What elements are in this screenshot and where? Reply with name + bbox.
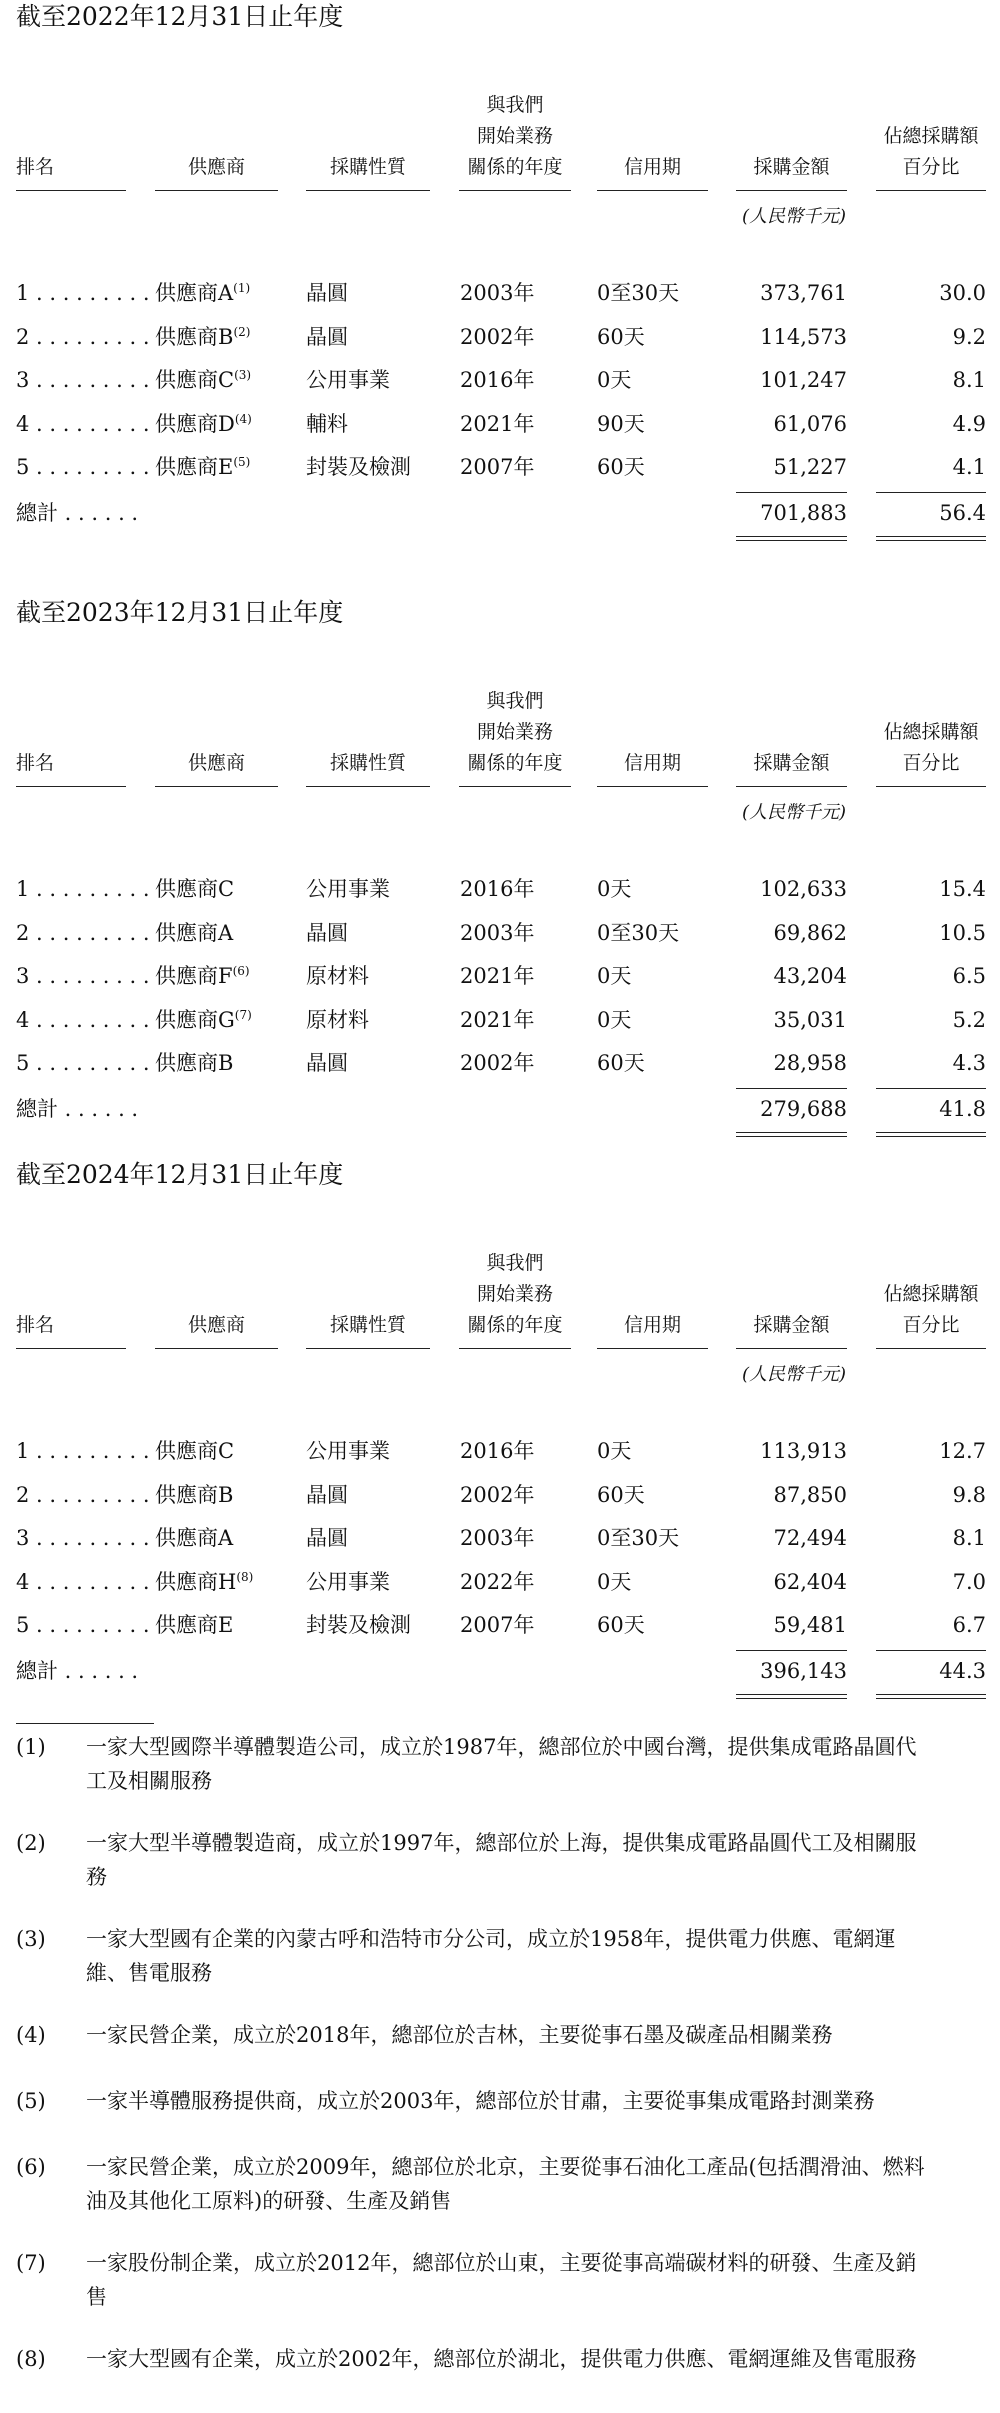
unit-label: (人民幣千元) bbox=[742, 802, 847, 823]
footnote-mark: (4) bbox=[16, 2023, 46, 2047]
table-row bbox=[0, 872, 1000, 906]
footnote-line: 一家大型國有企業的內蒙古呼和浩特市分公司，成立於1958年，提供電力供應、電網運 bbox=[86, 1927, 896, 1951]
rank-cell: 2 . . . . . . . . . bbox=[16, 920, 150, 945]
total-label: 總計 . . . . . . bbox=[16, 1659, 139, 1683]
table-row bbox=[0, 1046, 1000, 1080]
total-row bbox=[0, 496, 1000, 530]
footnote-ref: (5) bbox=[233, 455, 251, 469]
header-l3: 關係的年度 bbox=[467, 752, 563, 774]
subtotal-rule bbox=[876, 1650, 986, 1651]
pct-cell: 6.7 bbox=[952, 1613, 986, 1637]
footnote-rule bbox=[16, 1723, 154, 1724]
table-row bbox=[0, 1003, 1000, 1037]
table-row bbox=[0, 276, 1000, 310]
header-l3: 關係的年度 bbox=[467, 156, 563, 178]
footnote-ref: (1) bbox=[233, 281, 251, 295]
supplier-name: 供應商H bbox=[155, 1569, 237, 1594]
pct-cell: 4.3 bbox=[952, 1051, 986, 1075]
total-amount: 701,883 bbox=[760, 501, 847, 525]
credit-cell: 90天 bbox=[597, 411, 645, 436]
footnote-mark: (3) bbox=[16, 1927, 46, 1951]
unit-label: (人民幣千元) bbox=[742, 206, 847, 227]
footnote-mark: (8) bbox=[16, 2347, 46, 2371]
supplier-cell bbox=[155, 959, 250, 993]
supplier-name: 供應商A bbox=[155, 920, 234, 945]
rank-cell: 5 . . . . . . . . . bbox=[16, 1051, 150, 1075]
table-row bbox=[0, 1521, 1000, 1555]
footnote-mark: (6) bbox=[16, 2155, 46, 2179]
footnote-text bbox=[86, 2246, 986, 2314]
pct-cell: 4.1 bbox=[952, 455, 986, 479]
year-cell: 2021年 bbox=[460, 411, 535, 436]
header-underline bbox=[459, 190, 571, 191]
supplier-cell bbox=[155, 1521, 233, 1555]
footnote bbox=[0, 1922, 1000, 1992]
supplier-cell bbox=[155, 1003, 252, 1037]
header-pct-line1: 佔總採購額 bbox=[883, 721, 979, 743]
supplier-name: 供應商E bbox=[155, 455, 234, 479]
supplier-name: 供應商G bbox=[155, 1007, 235, 1032]
table-row bbox=[0, 1608, 1000, 1642]
header-pct2: 百分比 bbox=[902, 752, 960, 774]
footnote-line: 一家大型國有企業，成立於2002年，總部位於湖北，提供電力供應、電網運維及售電服務 bbox=[86, 2347, 917, 2371]
footnote-line: 一家半導體服務提供商，成立於2003年，總部位於甘肅，主要從事集成電路封測業務 bbox=[86, 2089, 875, 2113]
header-underline bbox=[876, 190, 986, 191]
header-nature: 採購性質 bbox=[329, 752, 406, 774]
year-cell: 2007年 bbox=[460, 1613, 535, 1637]
header-underline bbox=[16, 1348, 126, 1349]
subtotal-rule bbox=[736, 1088, 847, 1089]
supplier-name: 供應商B bbox=[155, 1482, 234, 1507]
pct-cell: 8.1 bbox=[952, 1526, 986, 1550]
header-credit: 信用期 bbox=[623, 752, 681, 774]
header-underline bbox=[736, 190, 847, 191]
amount-cell: 72,494 bbox=[773, 1526, 847, 1550]
header-underline bbox=[155, 190, 278, 191]
header-underline bbox=[155, 786, 278, 787]
supplier-name: 供應商B bbox=[155, 1051, 234, 1075]
footnote-ref: (4) bbox=[234, 411, 252, 426]
header-year-line1: 與我們 bbox=[486, 94, 544, 116]
header-year-line1: 與我們 bbox=[486, 690, 544, 712]
credit-cell: 0天 bbox=[597, 877, 632, 901]
nature-cell: 封裝及檢測 bbox=[306, 455, 411, 479]
credit-cell: 60天 bbox=[597, 1613, 645, 1637]
header-nature: 採購性質 bbox=[329, 1314, 406, 1336]
supplier-cell bbox=[155, 363, 251, 397]
footnote bbox=[0, 1730, 1000, 1800]
nature-cell: 晶圓 bbox=[306, 1482, 348, 1507]
footnote-mark: (1) bbox=[16, 1735, 46, 1759]
pct-cell: 8.1 bbox=[952, 368, 986, 392]
total-double-rule bbox=[876, 1694, 986, 1699]
total-amount: 396,143 bbox=[760, 1659, 847, 1683]
rank-cell: 3 . . . . . . . . . bbox=[16, 368, 150, 392]
section-title: 截至2022年12月31日止年度 bbox=[16, 2, 344, 31]
nature-cell: 原材料 bbox=[306, 1007, 369, 1032]
amount-cell: 28,958 bbox=[773, 1051, 847, 1075]
header-credit: 信用期 bbox=[623, 1314, 681, 1336]
supplier-cell bbox=[155, 276, 250, 310]
header-amount: 採購金額 bbox=[753, 1314, 830, 1336]
supplier-name: 供應商C bbox=[155, 368, 235, 392]
nature-cell: 公用事業 bbox=[306, 1569, 390, 1594]
header-pct2: 百分比 bbox=[902, 1314, 960, 1336]
credit-cell: 0天 bbox=[597, 964, 632, 988]
total-pct: 56.4 bbox=[939, 501, 986, 525]
year-cell: 2003年 bbox=[460, 920, 535, 945]
header-underline bbox=[736, 786, 847, 787]
credit-cell: 0至30天 bbox=[597, 1526, 680, 1550]
amount-cell: 62,404 bbox=[773, 1569, 847, 1594]
amount-cell: 61,076 bbox=[773, 411, 847, 436]
credit-cell: 60天 bbox=[597, 324, 645, 349]
pct-cell: 4.9 bbox=[952, 411, 986, 436]
header-rank: 排名 bbox=[16, 752, 55, 774]
table-section bbox=[0, 596, 1000, 1156]
header-underline bbox=[597, 1348, 708, 1349]
header-underline bbox=[876, 1348, 986, 1349]
header-underline bbox=[597, 190, 708, 191]
supplier-name: 供應商D bbox=[155, 411, 235, 436]
footnote-ref: (6) bbox=[232, 964, 250, 978]
footnote-line: 一家大型國際半導體製造公司，成立於1987年，總部位於中國台灣，提供集成電路晶圓代 bbox=[86, 1735, 917, 1759]
table-row bbox=[0, 407, 1000, 441]
subtotal-rule bbox=[876, 492, 986, 493]
nature-cell: 晶圓 bbox=[306, 920, 348, 945]
header-l3: 關係的年度 bbox=[467, 1314, 563, 1336]
header-amount: 採購金額 bbox=[753, 156, 830, 178]
header-credit: 信用期 bbox=[623, 156, 681, 178]
amount-cell: 102,633 bbox=[760, 877, 847, 901]
footnote-line: 油及其他化工原料)的研發、生產及銷售 bbox=[86, 2189, 452, 2213]
credit-cell: 0天 bbox=[597, 1007, 632, 1032]
footnote-text bbox=[86, 2342, 986, 2376]
supplier-name: 供應商C bbox=[155, 1439, 235, 1463]
header-amount: 採購金額 bbox=[753, 752, 830, 774]
footnote-text bbox=[86, 1730, 986, 1798]
credit-cell: 0至30天 bbox=[597, 920, 680, 945]
header-underline bbox=[306, 1348, 430, 1349]
footnote-text bbox=[86, 1826, 986, 1894]
supplier-cell bbox=[155, 320, 250, 354]
supplier-cell bbox=[155, 1046, 233, 1080]
supplier-cell bbox=[155, 407, 252, 441]
year-cell: 2022年 bbox=[460, 1569, 535, 1594]
amount-cell: 101,247 bbox=[760, 368, 847, 392]
header-underline bbox=[16, 190, 126, 191]
credit-cell: 60天 bbox=[597, 1051, 645, 1075]
pct-cell: 9.8 bbox=[952, 1482, 986, 1507]
table-section bbox=[0, 0, 1000, 560]
nature-cell: 公用事業 bbox=[306, 368, 390, 392]
nature-cell: 公用事業 bbox=[306, 877, 390, 901]
subtotal-rule bbox=[736, 492, 847, 493]
total-pct: 44.3 bbox=[939, 1659, 986, 1683]
header-underline bbox=[155, 1348, 278, 1349]
header-pct-line1: 佔總採購額 bbox=[883, 125, 979, 147]
footnote-text bbox=[86, 2084, 986, 2118]
rank-cell: 5 . . . . . . . . . bbox=[16, 455, 150, 479]
header-rank: 排名 bbox=[16, 1314, 55, 1336]
supplier-cell bbox=[155, 1608, 233, 1642]
supplier-cell bbox=[155, 1478, 233, 1512]
nature-cell: 晶圓 bbox=[306, 324, 348, 349]
total-double-rule bbox=[876, 536, 986, 541]
rank-cell: 1 . . . . . . . . . bbox=[16, 877, 150, 901]
pct-cell: 9.2 bbox=[952, 324, 986, 349]
supplier-name: 供應商E bbox=[155, 1613, 234, 1637]
credit-cell: 60天 bbox=[597, 455, 645, 479]
pct-cell: 10.5 bbox=[939, 920, 986, 945]
total-pct: 41.8 bbox=[939, 1097, 986, 1121]
footnote-line: 務 bbox=[86, 1865, 107, 1889]
rank-cell: 5 . . . . . . . . . bbox=[16, 1613, 150, 1637]
header-underline bbox=[306, 786, 430, 787]
footnote bbox=[0, 2018, 1000, 2054]
table-row bbox=[0, 363, 1000, 397]
footnote-mark: (7) bbox=[16, 2251, 46, 2275]
rank-cell: 4 . . . . . . . . . bbox=[16, 1569, 150, 1594]
total-double-rule bbox=[736, 536, 847, 541]
header-underline bbox=[459, 786, 571, 787]
header-year-line1: 與我們 bbox=[486, 1252, 544, 1274]
footnote bbox=[0, 1826, 1000, 1896]
header-underline bbox=[876, 786, 986, 787]
nature-cell: 晶圓 bbox=[306, 1051, 348, 1075]
table-row bbox=[0, 1565, 1000, 1599]
year-cell: 2021年 bbox=[460, 1007, 535, 1032]
footnote bbox=[0, 2246, 1000, 2316]
total-row bbox=[0, 1092, 1000, 1126]
supplier-name: 供應商A bbox=[155, 1526, 234, 1550]
header-year-line2: 開始業務 bbox=[476, 721, 553, 743]
header-year-line2: 開始業務 bbox=[476, 125, 553, 147]
footnote-ref: (3) bbox=[234, 368, 252, 382]
supplier-cell bbox=[155, 450, 250, 484]
header-underline bbox=[736, 1348, 847, 1349]
rank-cell: 1 . . . . . . . . . bbox=[16, 1439, 150, 1463]
header-rank: 排名 bbox=[16, 156, 55, 178]
header-underline bbox=[16, 786, 126, 787]
footnote bbox=[0, 2084, 1000, 2120]
pct-cell: 5.2 bbox=[952, 1007, 986, 1032]
footnote-line: 工及相關服務 bbox=[86, 1769, 212, 1793]
table-row bbox=[0, 1478, 1000, 1512]
nature-cell: 封裝及檢測 bbox=[306, 1613, 411, 1637]
supplier-cell bbox=[155, 916, 233, 950]
year-cell: 2007年 bbox=[460, 455, 535, 479]
credit-cell: 0天 bbox=[597, 1439, 632, 1463]
supplier-name: 供應商F bbox=[155, 964, 233, 988]
total-double-rule bbox=[736, 1132, 847, 1137]
rank-cell: 3 . . . . . . . . . bbox=[16, 1526, 150, 1550]
year-cell: 2002年 bbox=[460, 1051, 535, 1075]
table-row bbox=[0, 320, 1000, 354]
subtotal-rule bbox=[736, 1650, 847, 1651]
year-cell: 2003年 bbox=[460, 1526, 535, 1550]
table-row bbox=[0, 450, 1000, 484]
total-label: 總計 . . . . . . bbox=[16, 501, 139, 525]
nature-cell: 晶圓 bbox=[306, 281, 348, 305]
amount-cell: 35,031 bbox=[773, 1007, 847, 1032]
amount-cell: 373,761 bbox=[760, 281, 847, 305]
footnote-line: 一家民營企業，成立於2009年，總部位於北京，主要從事石油化工產品(包括潤滑油、燃料 bbox=[86, 2155, 925, 2179]
rank-cell: 2 . . . . . . . . . bbox=[16, 1482, 150, 1507]
footnote bbox=[0, 2150, 1000, 2220]
credit-cell: 0天 bbox=[597, 368, 632, 392]
section-title: 截至2024年12月31日止年度 bbox=[16, 1160, 344, 1189]
footnote-mark: (2) bbox=[16, 1831, 46, 1855]
total-double-rule bbox=[876, 1132, 986, 1137]
nature-cell: 輔料 bbox=[306, 411, 348, 436]
credit-cell: 0至30天 bbox=[597, 281, 680, 305]
total-amount: 279,688 bbox=[760, 1097, 847, 1121]
amount-cell: 113,913 bbox=[760, 1439, 847, 1463]
amount-cell: 51,227 bbox=[773, 455, 847, 479]
supplier-name: 供應商B bbox=[155, 324, 234, 349]
total-row bbox=[0, 1654, 1000, 1688]
footnote-text bbox=[86, 1922, 986, 1990]
header-supplier: 供應商 bbox=[187, 752, 245, 774]
nature-cell: 晶圓 bbox=[306, 1526, 348, 1550]
header-nature: 採購性質 bbox=[329, 156, 406, 178]
year-cell: 2016年 bbox=[460, 877, 535, 901]
table-section bbox=[0, 1158, 1000, 1718]
footnote-line: 售 bbox=[86, 2285, 107, 2309]
amount-cell: 69,862 bbox=[773, 920, 847, 945]
rank-cell: 3 . . . . . . . . . bbox=[16, 964, 150, 988]
section-title: 截至2023年12月31日止年度 bbox=[16, 598, 344, 627]
header-pct-line1: 佔總採購額 bbox=[883, 1283, 979, 1305]
rank-cell: 2 . . . . . . . . . bbox=[16, 324, 150, 349]
nature-cell: 原材料 bbox=[306, 964, 369, 988]
year-cell: 2002年 bbox=[460, 324, 535, 349]
footnote-ref: (7) bbox=[234, 1007, 252, 1022]
supplier-cell bbox=[155, 1565, 253, 1599]
footnote-ref: (2) bbox=[233, 324, 251, 339]
supplier-cell bbox=[155, 872, 234, 906]
footnote-line: 一家股份制企業，成立於2012年，總部位於山東，主要從事高端碳材料的研發、生產及銷 bbox=[86, 2251, 917, 2275]
table-row bbox=[0, 916, 1000, 950]
table-row bbox=[0, 1434, 1000, 1468]
unit-label: (人民幣千元) bbox=[742, 1364, 847, 1385]
footnote-text bbox=[86, 2150, 986, 2218]
header-supplier: 供應商 bbox=[187, 1314, 245, 1336]
header-supplier: 供應商 bbox=[187, 156, 245, 178]
footnote-ref: (8) bbox=[236, 1569, 254, 1584]
supplier-name: 供應商C bbox=[155, 877, 235, 901]
rank-cell: 4 . . . . . . . . . bbox=[16, 1007, 150, 1032]
pct-cell: 30.0 bbox=[939, 281, 986, 305]
supplier-name: 供應商A bbox=[155, 281, 234, 305]
pct-cell: 7.0 bbox=[952, 1569, 986, 1594]
footnote-text bbox=[86, 2018, 986, 2052]
credit-cell: 60天 bbox=[597, 1482, 645, 1507]
subtotal-rule bbox=[876, 1088, 986, 1089]
amount-cell: 43,204 bbox=[773, 964, 847, 988]
year-cell: 2016年 bbox=[460, 1439, 535, 1463]
credit-cell: 0天 bbox=[597, 1569, 632, 1594]
header-underline bbox=[306, 190, 430, 191]
header-underline bbox=[459, 1348, 571, 1349]
footnote-mark: (5) bbox=[16, 2089, 46, 2113]
footnote-line: 維、售電服務 bbox=[86, 1961, 212, 1985]
year-cell: 2016年 bbox=[460, 368, 535, 392]
table-row bbox=[0, 959, 1000, 993]
pct-cell: 15.4 bbox=[939, 877, 986, 901]
total-label: 總計 . . . . . . bbox=[16, 1097, 139, 1121]
pct-cell: 6.5 bbox=[952, 964, 986, 988]
rank-cell: 4 . . . . . . . . . bbox=[16, 411, 150, 436]
year-cell: 2003年 bbox=[460, 281, 535, 305]
footnote-line: 一家大型半導體製造商，成立於1997年，總部位於上海，提供集成電路晶圓代工及相關服 bbox=[86, 1831, 917, 1855]
amount-cell: 87,850 bbox=[773, 1482, 847, 1507]
year-cell: 2002年 bbox=[460, 1482, 535, 1507]
nature-cell: 公用事業 bbox=[306, 1439, 390, 1463]
total-double-rule bbox=[736, 1694, 847, 1699]
year-cell: 2021年 bbox=[460, 964, 535, 988]
footnote bbox=[0, 2342, 1000, 2378]
footnote-line: 一家民營企業，成立於2018年，總部位於吉林，主要從事石墨及碳產品相關業務 bbox=[86, 2023, 833, 2047]
amount-cell: 114,573 bbox=[760, 324, 847, 349]
header-year-line2: 開始業務 bbox=[476, 1283, 553, 1305]
rank-cell: 1 . . . . . . . . . bbox=[16, 281, 150, 305]
pct-cell: 12.7 bbox=[939, 1439, 986, 1463]
header-underline bbox=[597, 786, 708, 787]
amount-cell: 59,481 bbox=[773, 1613, 847, 1637]
header-pct2: 百分比 bbox=[902, 156, 960, 178]
supplier-cell bbox=[155, 1434, 234, 1468]
